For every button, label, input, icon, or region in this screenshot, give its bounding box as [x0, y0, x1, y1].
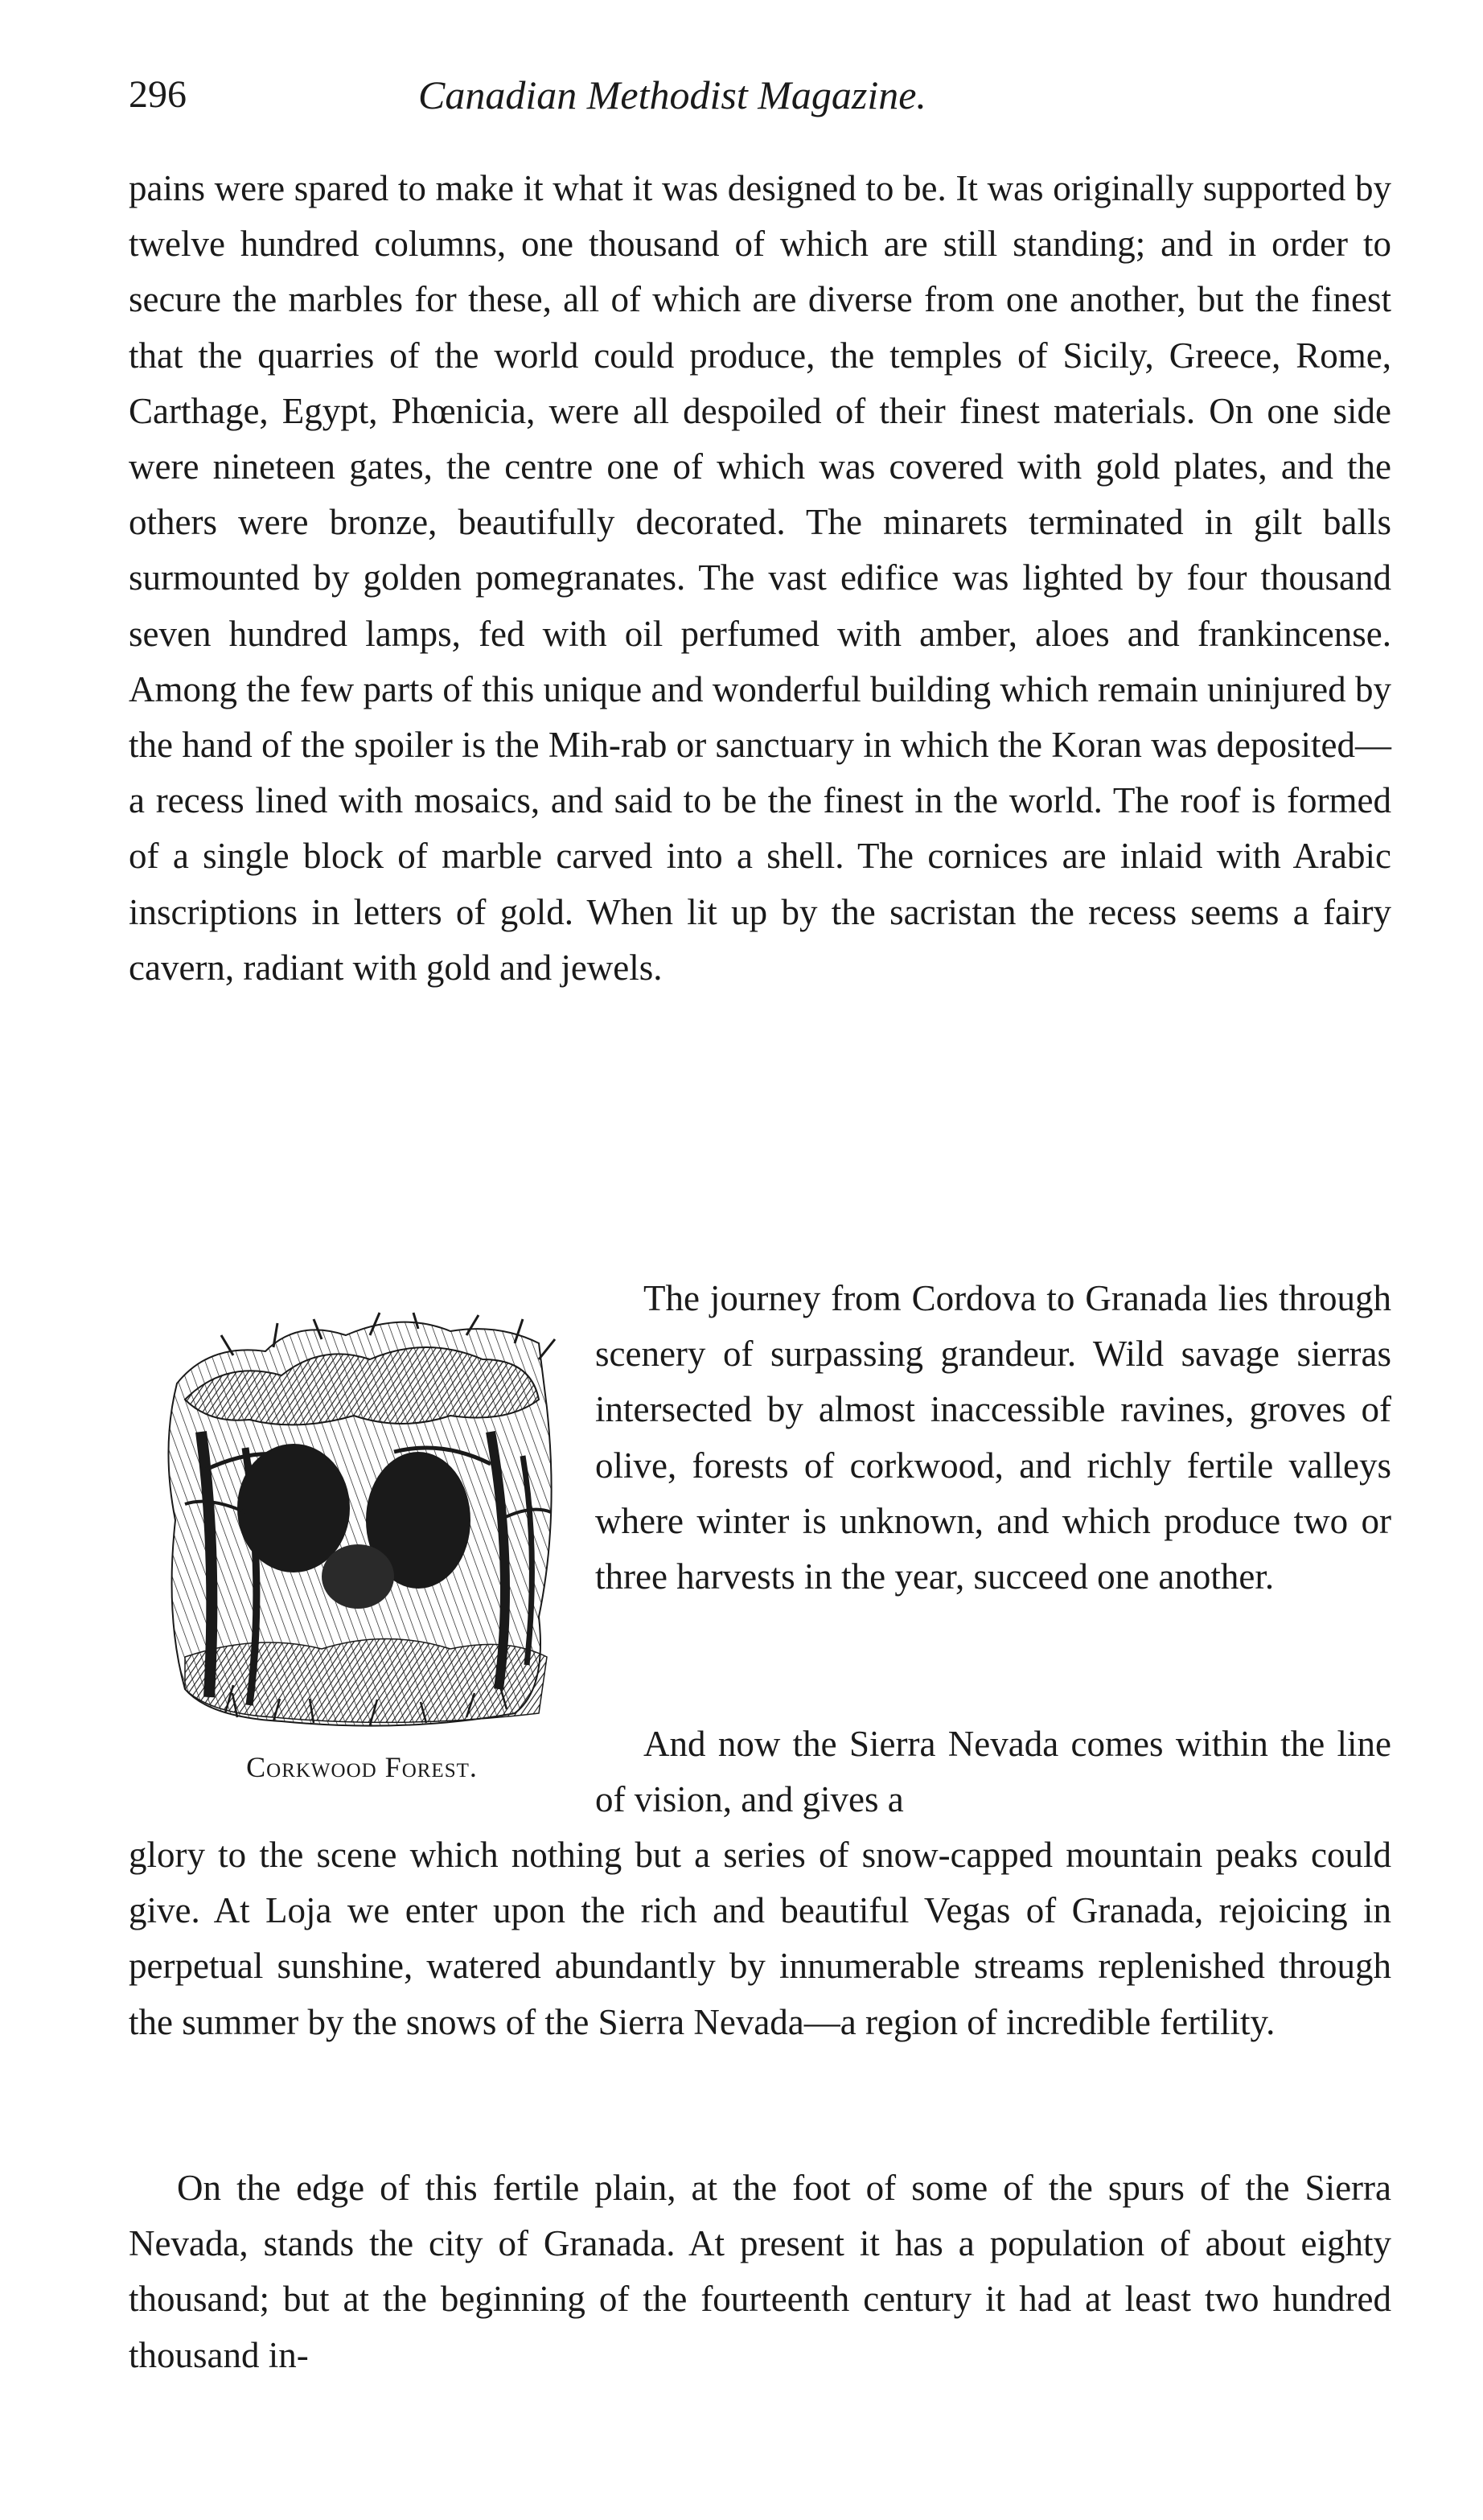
page-number: 296: [129, 73, 187, 116]
corkwood-forest-engraving-icon: [161, 1311, 563, 1737]
paragraph-mosque-description: pains were spared to make it what it was designed to be. It was originally supported by twelve hundred columns, one thousand of which are still standing; and in order to secure the marbles for these, all of which are diverse from one another, but the finest that the quarries of the world could produce, the temples of Sicily, Greece, Rome, Carthage, Egypt, Phœnicia, were all despoiled of their finest materials. On one side were nineteen gates, the centre one of which was covered with gold plates, and the others were bronze, beautifully decorated. The minarets terminated in gilt balls surmounted by golden pomegranates. The vast edifice was lighted by four thousand seven hundred lamps, fed with oil perfumed with amber, aloes and frankincense. Among the few parts of this unique and wonderful building which remain uninjured by the hand of the spoiler is the Mih-rab or sanctuary in which the Koran was deposited—a recess lined with mosaics, and said to be the finest in the world. The roof is formed of a single block of marble carved into a shell. The cornices are inlaid with Arabic inscriptions in letters of gold. When lit up by the sacristan the recess seems a fairy cavern, radiant with gold and jewels.: [129, 168, 1391, 988]
paragraph-city-of-granada: On the edge of this fertile plain, at the foot of some of the spurs of the Sierra Nevada, stands the city of Granada. At present it has a population of about eighty thousand; but at the beginning of the fourteenth century it had at least two hundred thousand in-: [129, 2168, 1391, 2375]
page-header: [129, 71, 1386, 119]
corkwood-forest-figure: [153, 1311, 571, 1794]
paragraph-journey-to-granada: The journey from Cordova to Granada lies through scenery of surpassing grandeur. Wild savage sierras intersected by almost inaccessible ravines, groves of olive, forests of corkwood, and richly fertile valleys where winter is unknown, and which produce two or three harvests in the year, succeed one another.: [595, 1278, 1391, 1597]
paragraph-sierra-nevada-continued: glory to the scene which nothing but a series of snow-capped mountain peaks could give. At Loja we enter upon the rich and beautiful Vegas of Granada, rejoicing in perpetual sunshine, watered abundantly by innumerable streams replenished through the summer by the snows of the Sierra Nevada—a region of incredible fertility.: [129, 1835, 1391, 2042]
paragraph-sierra-nevada-start: And now the Sierra Nevada comes within the line of vision, and gives a: [595, 1724, 1391, 1820]
running-title: Canadian Methodist Magazine.: [418, 72, 926, 117]
figure-caption: Corkwood Forest.: [246, 1751, 478, 1783]
